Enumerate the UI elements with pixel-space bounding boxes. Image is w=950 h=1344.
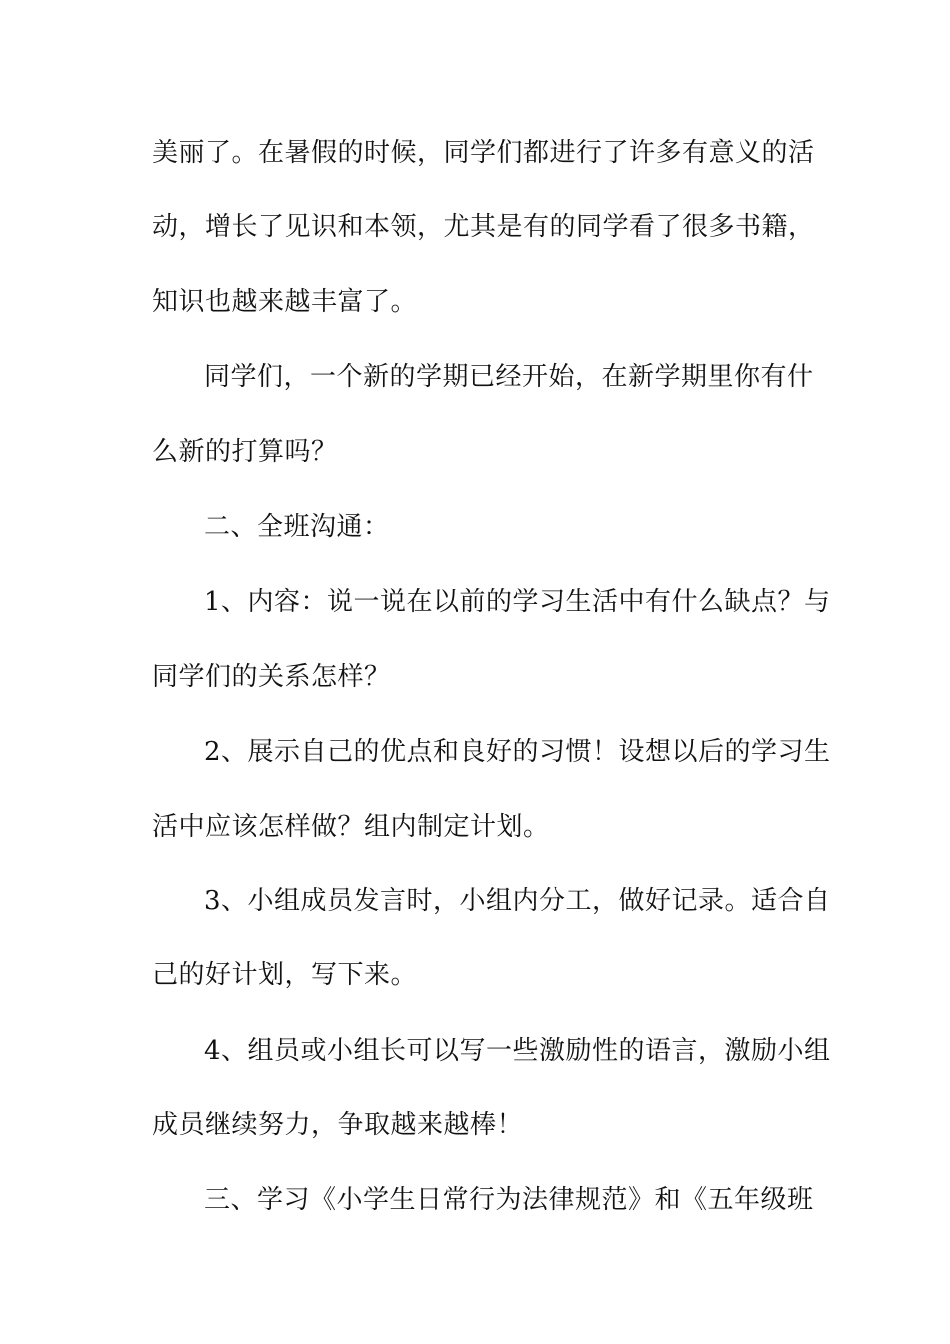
text-line: 己的好计划，写下来。 — [152, 960, 418, 990]
list-item-1-line: 1、内容：说一说在以前的学习生活中有什么缺点？与 — [204, 587, 831, 617]
text-line: 成员继续努力，争取越来越棒！ — [152, 1110, 524, 1140]
text-line: 么新的打算吗？ — [152, 437, 338, 467]
text-line: 活中应该怎样做？组内制定计划。 — [152, 812, 550, 842]
paragraph-start-line: 同学们，一个新的学期已经开始，在新学期里你有什 — [204, 362, 814, 392]
section-heading: 二、全班沟通： — [204, 512, 390, 542]
text-line: 知识也越来越丰富了。 — [152, 287, 418, 317]
text-line: 动，增长了见识和本领，尤其是有的同学看了很多书籍， — [152, 212, 815, 242]
list-item-4-line: 4、组员或小组长可以写一些激励性的语言，激励小组 — [204, 1036, 831, 1066]
text-line: 同学们的关系怎样？ — [152, 662, 391, 692]
list-item-2-line: 2、展示自己的优点和良好的习惯！设想以后的学习生 — [204, 737, 831, 767]
list-item-3-line: 3、小组成员发言时，小组内分工，做好记录。适合自 — [204, 886, 831, 916]
text-line: 美丽了。在暑假的时候，同学们都进行了许多有意义的活 — [152, 138, 815, 168]
section-heading: 三、学习《小学生日常行为法律规范》和《五年级班 — [204, 1185, 814, 1215]
